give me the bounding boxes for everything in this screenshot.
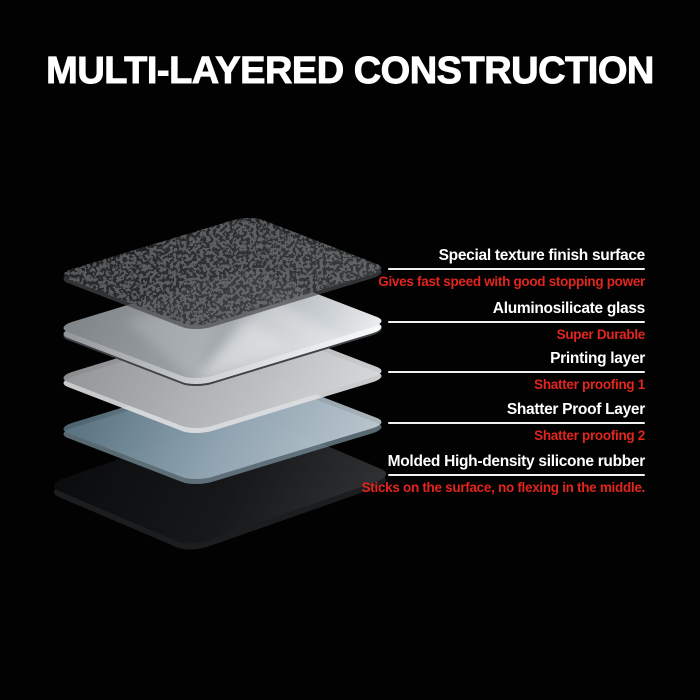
layer-label: Special texture finish surface [438,247,645,264]
layer-label-group [361,453,645,495]
layer-label: Printing layer [550,350,645,367]
callout-line [388,371,645,373]
page-title: MULTI-LAYERED CONSTRUCTION [46,50,654,92]
callout-line [388,268,645,270]
layer-sublabel: Shatter proofing 1 [534,377,645,392]
layer-sublabel: Super Durable [556,327,645,342]
layer-sublabel: Sticks on the surface, no flexing in the middle. [361,480,645,495]
layer-label-group [378,247,645,289]
callout-line [388,422,645,424]
layer-label-group [388,401,645,443]
callout-line [388,321,645,323]
callout-line [388,474,645,476]
layer-sublabel: Gives fast speed with good stopping power [378,274,645,289]
layer-label-group [388,300,645,342]
layer-label: Aluminosilicate glass [492,300,645,317]
layer-label: Molded High-density silicone rubber [387,453,645,470]
layer-label: Shatter Proof Layer [506,401,645,418]
layer-label-group [388,350,645,392]
layer-sublabel: Shatter proofing 2 [534,428,645,443]
